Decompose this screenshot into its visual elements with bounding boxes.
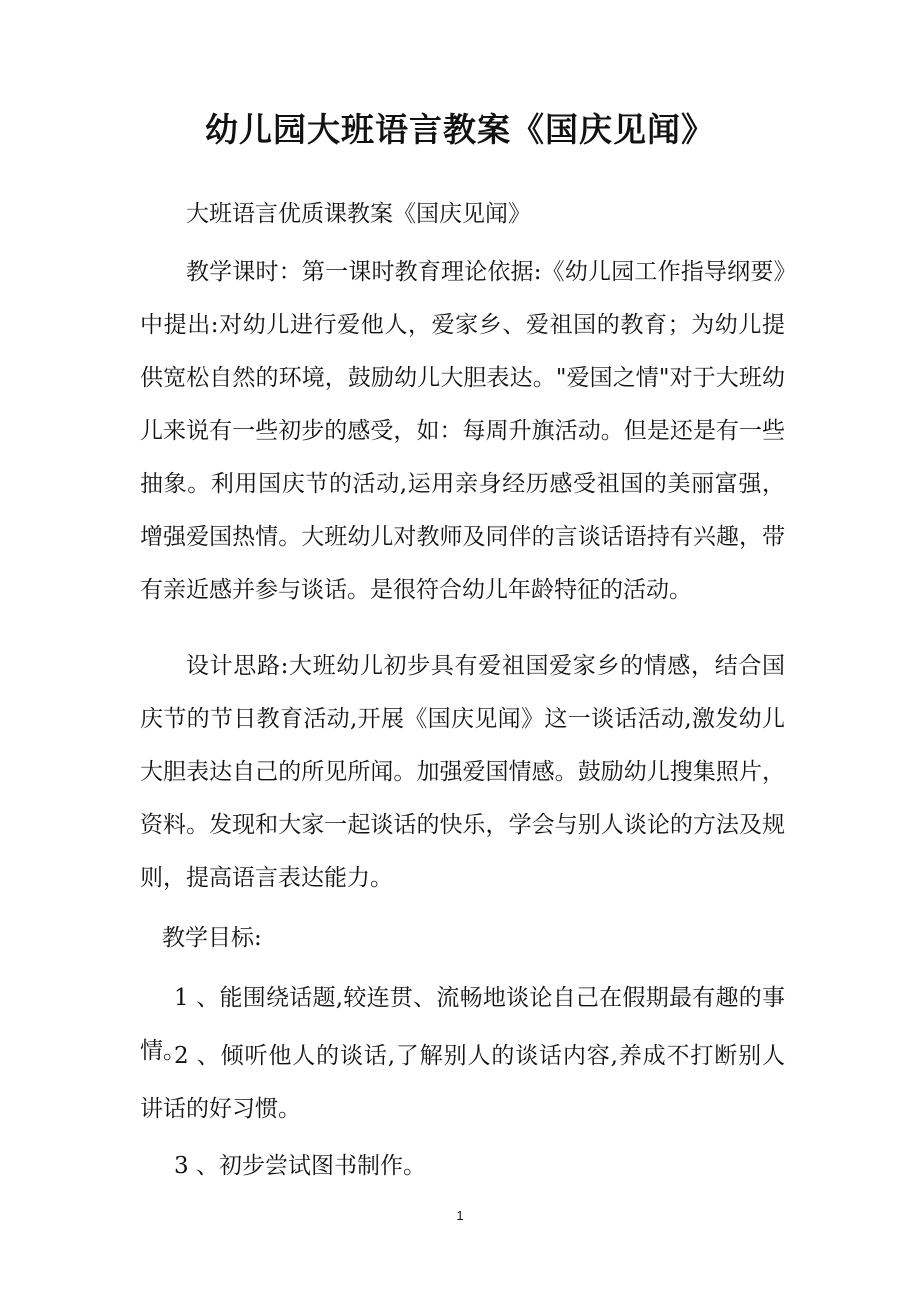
page-number: 1 [456, 1208, 464, 1223]
paragraph-teaching-hours: 教学课时：第一课时教育理论依据:《幼儿园工作指导纲要》中提出:对幼儿进行爱他人，爱家乡、爱祖国的教育；为幼儿提供宽松自然的环境，鼓励幼儿大胆表达。"爱国之情"对于大班幼儿来说有一些初步的感受，如：每周升旗活动。但是还是有一些抽象。利用国庆节的活动,运用亲身经历感受祖国的美丽富强，增强爱国热情。大班幼儿对教师及同伴的言谈话语持有兴趣，带有亲近感并参与谈话。是很符合幼儿年龄特征的活动。 [140, 259, 785, 603]
document-subtitle: 大班语言优质课教案《国庆见闻》 [186, 201, 531, 227]
document-title: 幼儿园大班语言教案《国庆见闻》 [205, 110, 715, 149]
paragraph-design-idea: 设计思路:大班幼儿初步具有爱祖国爱家乡的情感，结合国庆节的节日教育活动,开展《国庆见闻》这一谈话活动,激发幼儿大胆表达自己的所见所闻。加强爱国情感。鼓励幼儿搜集照片，资料。发现和大家一起谈话的快乐，学会与别人谈论的方法及规则，提高语言表达能力。 [140, 653, 785, 891]
goal-item-3: 3 、初步尝试图书制作。 [174, 1153, 426, 1179]
goal-item-1: 1 、能围绕话题,较连贯、流畅地谈论自己在假期最有趣的事情。 [140, 985, 785, 1064]
goal-item-2: 2 、倾听他人的谈话,了解别人的谈话内容,养成不打断别人讲话的好习惯。 [140, 1043, 785, 1122]
goals-heading: 教学目标: [162, 925, 262, 951]
